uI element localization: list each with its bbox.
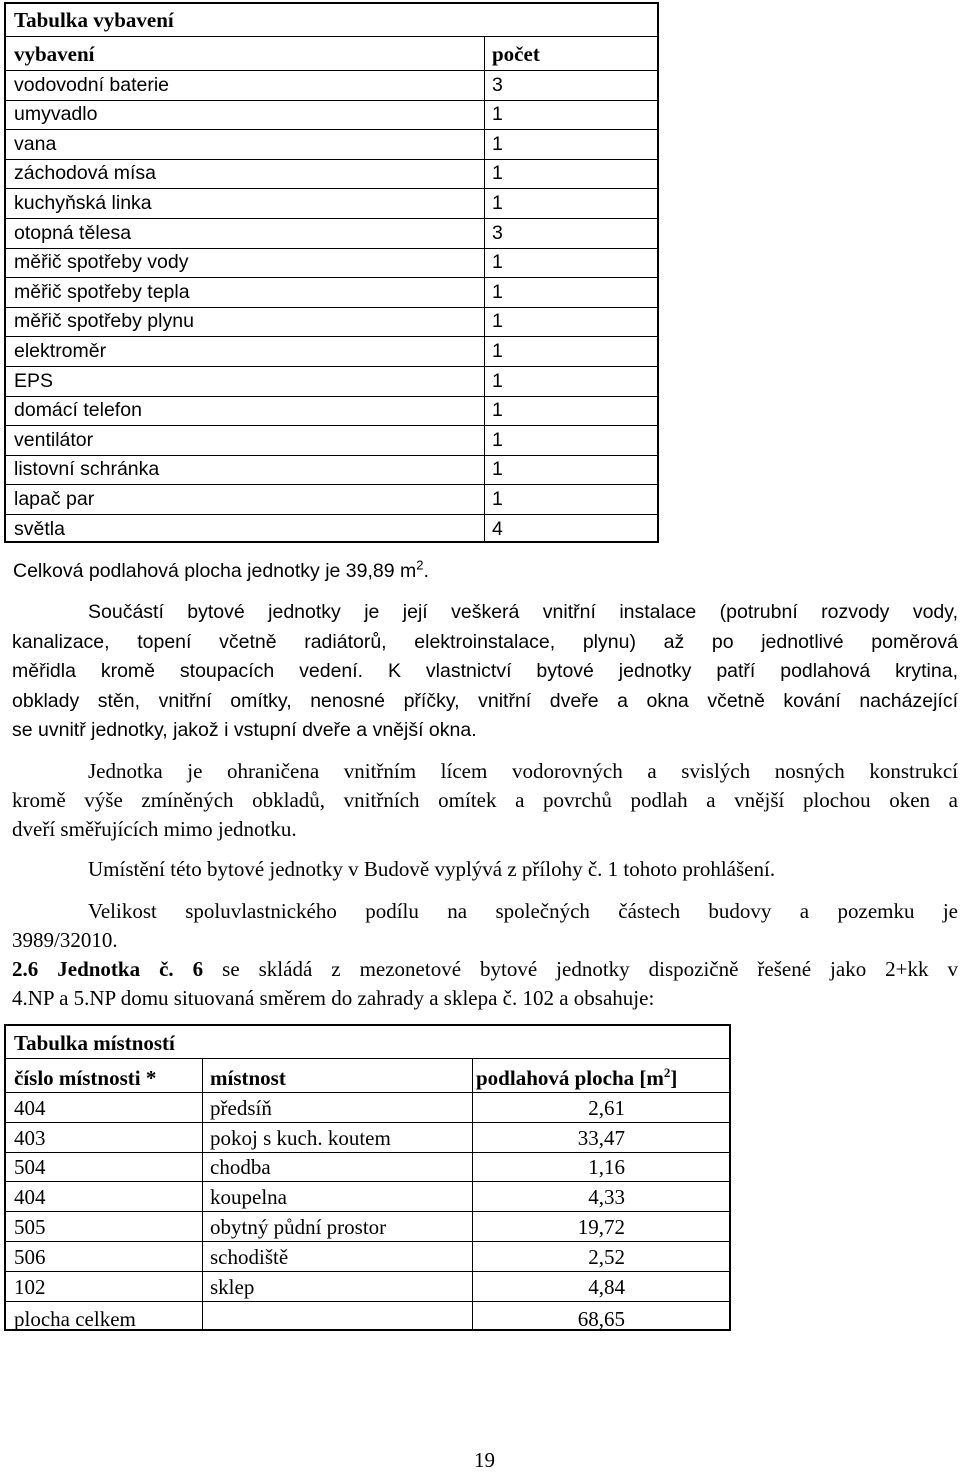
equipment-count: 1 (492, 132, 503, 155)
paragraph-line: dveří směřujících mimo jednotku. (12, 817, 297, 841)
paragraph-line: se uvnitř jednotky, jakož i vstupní dveře a vnější okna. (12, 719, 477, 741)
equipment-count: 1 (492, 162, 503, 185)
table-row (6, 1152, 729, 1183)
table-row (6, 1122, 729, 1153)
equipment-count: 1 (492, 369, 503, 392)
rooms-header-number: číslo místnosti * (14, 1066, 157, 1090)
table-row (6, 277, 657, 307)
equipment-count: 1 (492, 251, 503, 274)
paragraph-line: měřidla kromě stoupacích vedení. K vlastnictví bytové jednotky patří podlahová krytina, (12, 660, 958, 682)
table-row (6, 159, 657, 189)
paragraph-line: kromě výše zmíněných obkladů, vnitřních omítek a povrchů podlah a vnější plochou oken a (12, 788, 958, 812)
table-row (6, 425, 657, 455)
section-line-2: 4.NP a 5.NP domu situovaná směrem do zahrady a sklepa č. 102 a obsahuje: (12, 986, 655, 1010)
rooms-table-title: Tabulka místností (14, 1031, 175, 1055)
rooms-header-area-end: ] (670, 1066, 678, 1090)
table-row (6, 307, 657, 337)
equipment-header-count: počet (492, 42, 540, 66)
table-row (6, 218, 657, 248)
paragraph-line: Jednotka je ohraničena vnitřním lícem vodorovných a svislých nosných konstrukcí (88, 759, 958, 783)
room-number: 404 (14, 1185, 46, 1210)
table-row (6, 1211, 729, 1242)
room-name: sklep (210, 1274, 255, 1299)
equipment-count: 3 (492, 73, 503, 96)
room-name: pokoj s kuch. koutem (210, 1125, 391, 1150)
equipment-count: 1 (492, 280, 503, 303)
equipment-item: vodovodní baterie (14, 73, 170, 96)
room-area: 33,47 (577, 1125, 625, 1150)
table-row (6, 455, 657, 485)
equipment-table-title: Tabulka vybavení (14, 8, 174, 32)
rooms-header-area-text: podlahová plocha [m (476, 1066, 664, 1090)
section-text: se skládá z mezonetové bytové jednotky dispozičně řešené jako 2+kk v (222, 957, 959, 981)
paragraph-line: obklady stěn, vnitřní omítky, nenosné příčky, vnitřní dveře a okna včetně kování nacházející (12, 690, 958, 712)
equipment-count: 1 (492, 191, 503, 214)
room-area: 2,61 (588, 1095, 625, 1120)
room-area: 1,16 (588, 1155, 625, 1180)
room-area: 4,33 (588, 1185, 625, 1210)
equipment-table-header-row (6, 36, 657, 70)
rooms-header-room: místnost (210, 1066, 286, 1090)
rooms-table-header-row (6, 1058, 729, 1093)
room-name: chodba (210, 1155, 271, 1180)
paragraph-line: 3989/32010. (12, 928, 118, 952)
equipment-item: kuchyňská linka (14, 191, 152, 214)
equipment-item: vana (14, 132, 57, 155)
floor-area-text: Celková podlahová plocha jednotky je 39,89 m (13, 560, 417, 582)
table-row (6, 1241, 729, 1272)
page-number: 19 (474, 1448, 495, 1472)
room-name: předsíň (210, 1095, 272, 1120)
equipment-table-title-row (6, 4, 657, 36)
equipment-item: elektroměr (14, 339, 107, 362)
table-row (6, 248, 657, 278)
table-row (6, 366, 657, 396)
equipment-item: ventilátor (14, 428, 94, 451)
paragraph-line: Velikost spoluvlastnického podílu na společných částech budovy a pozemku je (88, 899, 958, 923)
equipment-item: EPS (14, 369, 54, 392)
equipment-count: 1 (492, 399, 503, 422)
equipment-item: měřič spotřeby tepla (14, 280, 190, 303)
room-number: 504 (14, 1155, 46, 1180)
equipment-header-item: vybavení (14, 42, 95, 66)
equipment-item: listovní schránka (14, 458, 160, 481)
total-area: 68,65 (577, 1307, 625, 1332)
room-number: 404 (14, 1095, 46, 1120)
table-row (6, 1271, 729, 1302)
rooms-table-divider-1 (202, 1058, 203, 1329)
equipment-count: 1 (492, 339, 503, 362)
section-heading: Jednotka č. 6 (57, 957, 204, 981)
equipment-count: 1 (492, 458, 503, 481)
equipment-item: lapač par (14, 487, 95, 510)
equipment-count: 1 (492, 428, 503, 451)
equipment-count: 4 (492, 517, 503, 540)
table-row (6, 484, 657, 514)
equipment-item: otopná tělesa (14, 221, 132, 244)
equipment-item: domácí telefon (14, 399, 142, 422)
room-area: 19,72 (577, 1214, 625, 1239)
section-line-1 (12, 957, 958, 982)
equipment-item: měřič spotřeby plynu (14, 310, 194, 333)
rooms-table (4, 1024, 731, 1331)
equipment-count: 1 (492, 310, 503, 333)
section-number: 2.6 (12, 957, 39, 981)
equipment-count: 1 (492, 487, 503, 510)
equipment-table-column-divider (484, 36, 485, 541)
total-label: plocha celkem (14, 1307, 136, 1332)
rooms-header-area-sup: 2 (663, 1065, 671, 1080)
equipment-item: umyvadlo (14, 103, 98, 126)
rooms-table-title-row (6, 1026, 729, 1058)
room-name: koupelna (210, 1185, 287, 1210)
rooms-header-area (476, 1066, 677, 1091)
room-area: 2,52 (588, 1244, 625, 1269)
table-row (6, 1181, 729, 1212)
room-number: 403 (14, 1125, 46, 1150)
floor-area-sup: 2 (416, 557, 424, 573)
paragraph-line: Součástí bytové jednotky je její veškerá vnitřní instalace (potrubní rozvody vody, (88, 601, 958, 623)
table-row (6, 188, 657, 218)
table-row (6, 514, 657, 544)
equipment-item: záchodová mísa (14, 162, 156, 185)
paragraph-line: kanalizace, topení včetně radiátorů, elektroinstalace, plynu) až po jednotlivé poměrová (12, 631, 958, 653)
room-area: 4,84 (588, 1274, 625, 1299)
table-row (6, 396, 657, 426)
equipment-item: měřič spotřeby vody (14, 251, 189, 274)
rooms-table-divider-2 (472, 1058, 473, 1329)
paragraph-location: Umístění této bytové jednotky v Budově vyplývá z přílohy č. 1 tohoto prohlášení. (88, 857, 776, 881)
table-row (6, 70, 657, 100)
room-name: obytný půdní prostor (210, 1214, 387, 1239)
equipment-count: 1 (492, 103, 503, 126)
room-number: 506 (14, 1244, 46, 1269)
table-row (6, 100, 657, 130)
room-name: schodiště (210, 1244, 289, 1269)
table-row (6, 129, 657, 159)
floor-area-suffix: . (423, 560, 429, 582)
total-row (6, 1301, 729, 1335)
table-row (6, 336, 657, 366)
equipment-table (4, 2, 659, 543)
equipment-item: světla (14, 517, 65, 540)
table-row (6, 1092, 729, 1123)
room-number: 505 (14, 1214, 46, 1239)
room-number: 102 (14, 1274, 46, 1299)
equipment-count: 3 (492, 221, 503, 244)
floor-area-line (13, 557, 429, 583)
